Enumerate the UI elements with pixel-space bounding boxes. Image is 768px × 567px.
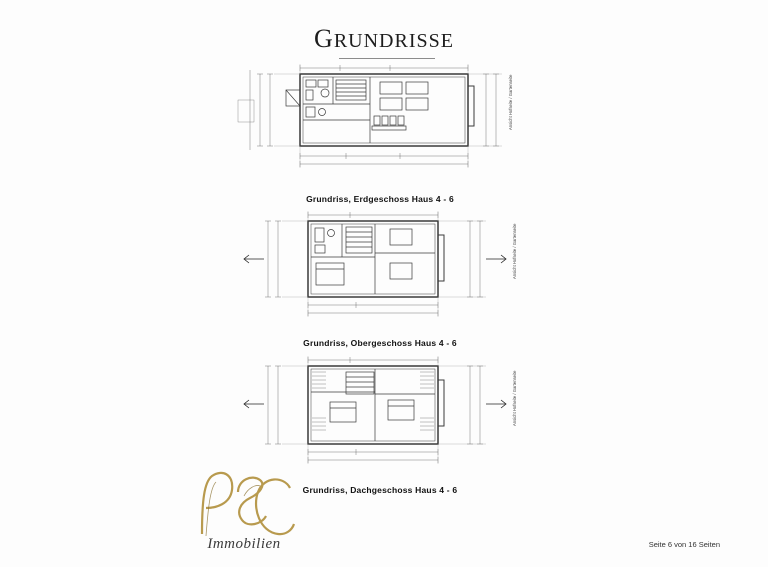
logo-company-name: Immobilien [207,536,281,552]
plan-side-label: Ansicht Hofseite / Gartenseite [512,370,517,426]
floorplan-obergeschoss-drawing [230,205,530,350]
page-footer-info: Seite 6 von 16 Seiten [648,540,720,549]
floorplan-erdgeschoss [230,60,530,210]
caption-erdgeschoss: Grundriss, Erdgeschoss Haus 4 - 6 [306,194,454,204]
page-title [0,24,768,54]
plan-side-label: Ansicht Hofseite / Gartenseite [508,74,513,130]
caption-dachgeschoss: Grundriss, Dachgeschoss Haus 4 - 6 [302,485,458,495]
page-title-initial: G [314,24,334,53]
floorplan-erdgeschoss-drawing [230,60,530,210]
title-underline [339,58,435,59]
floorplan-obergeschoss [230,205,530,350]
page-title-rest: RUNDRISSE [333,30,454,52]
company-logo [186,462,302,562]
plan-side-label: Ansicht Hofseite / Gartenseite [512,223,517,279]
caption-obergeschoss: Grundriss, Obergeschoss Haus 4 - 6 [303,338,457,348]
